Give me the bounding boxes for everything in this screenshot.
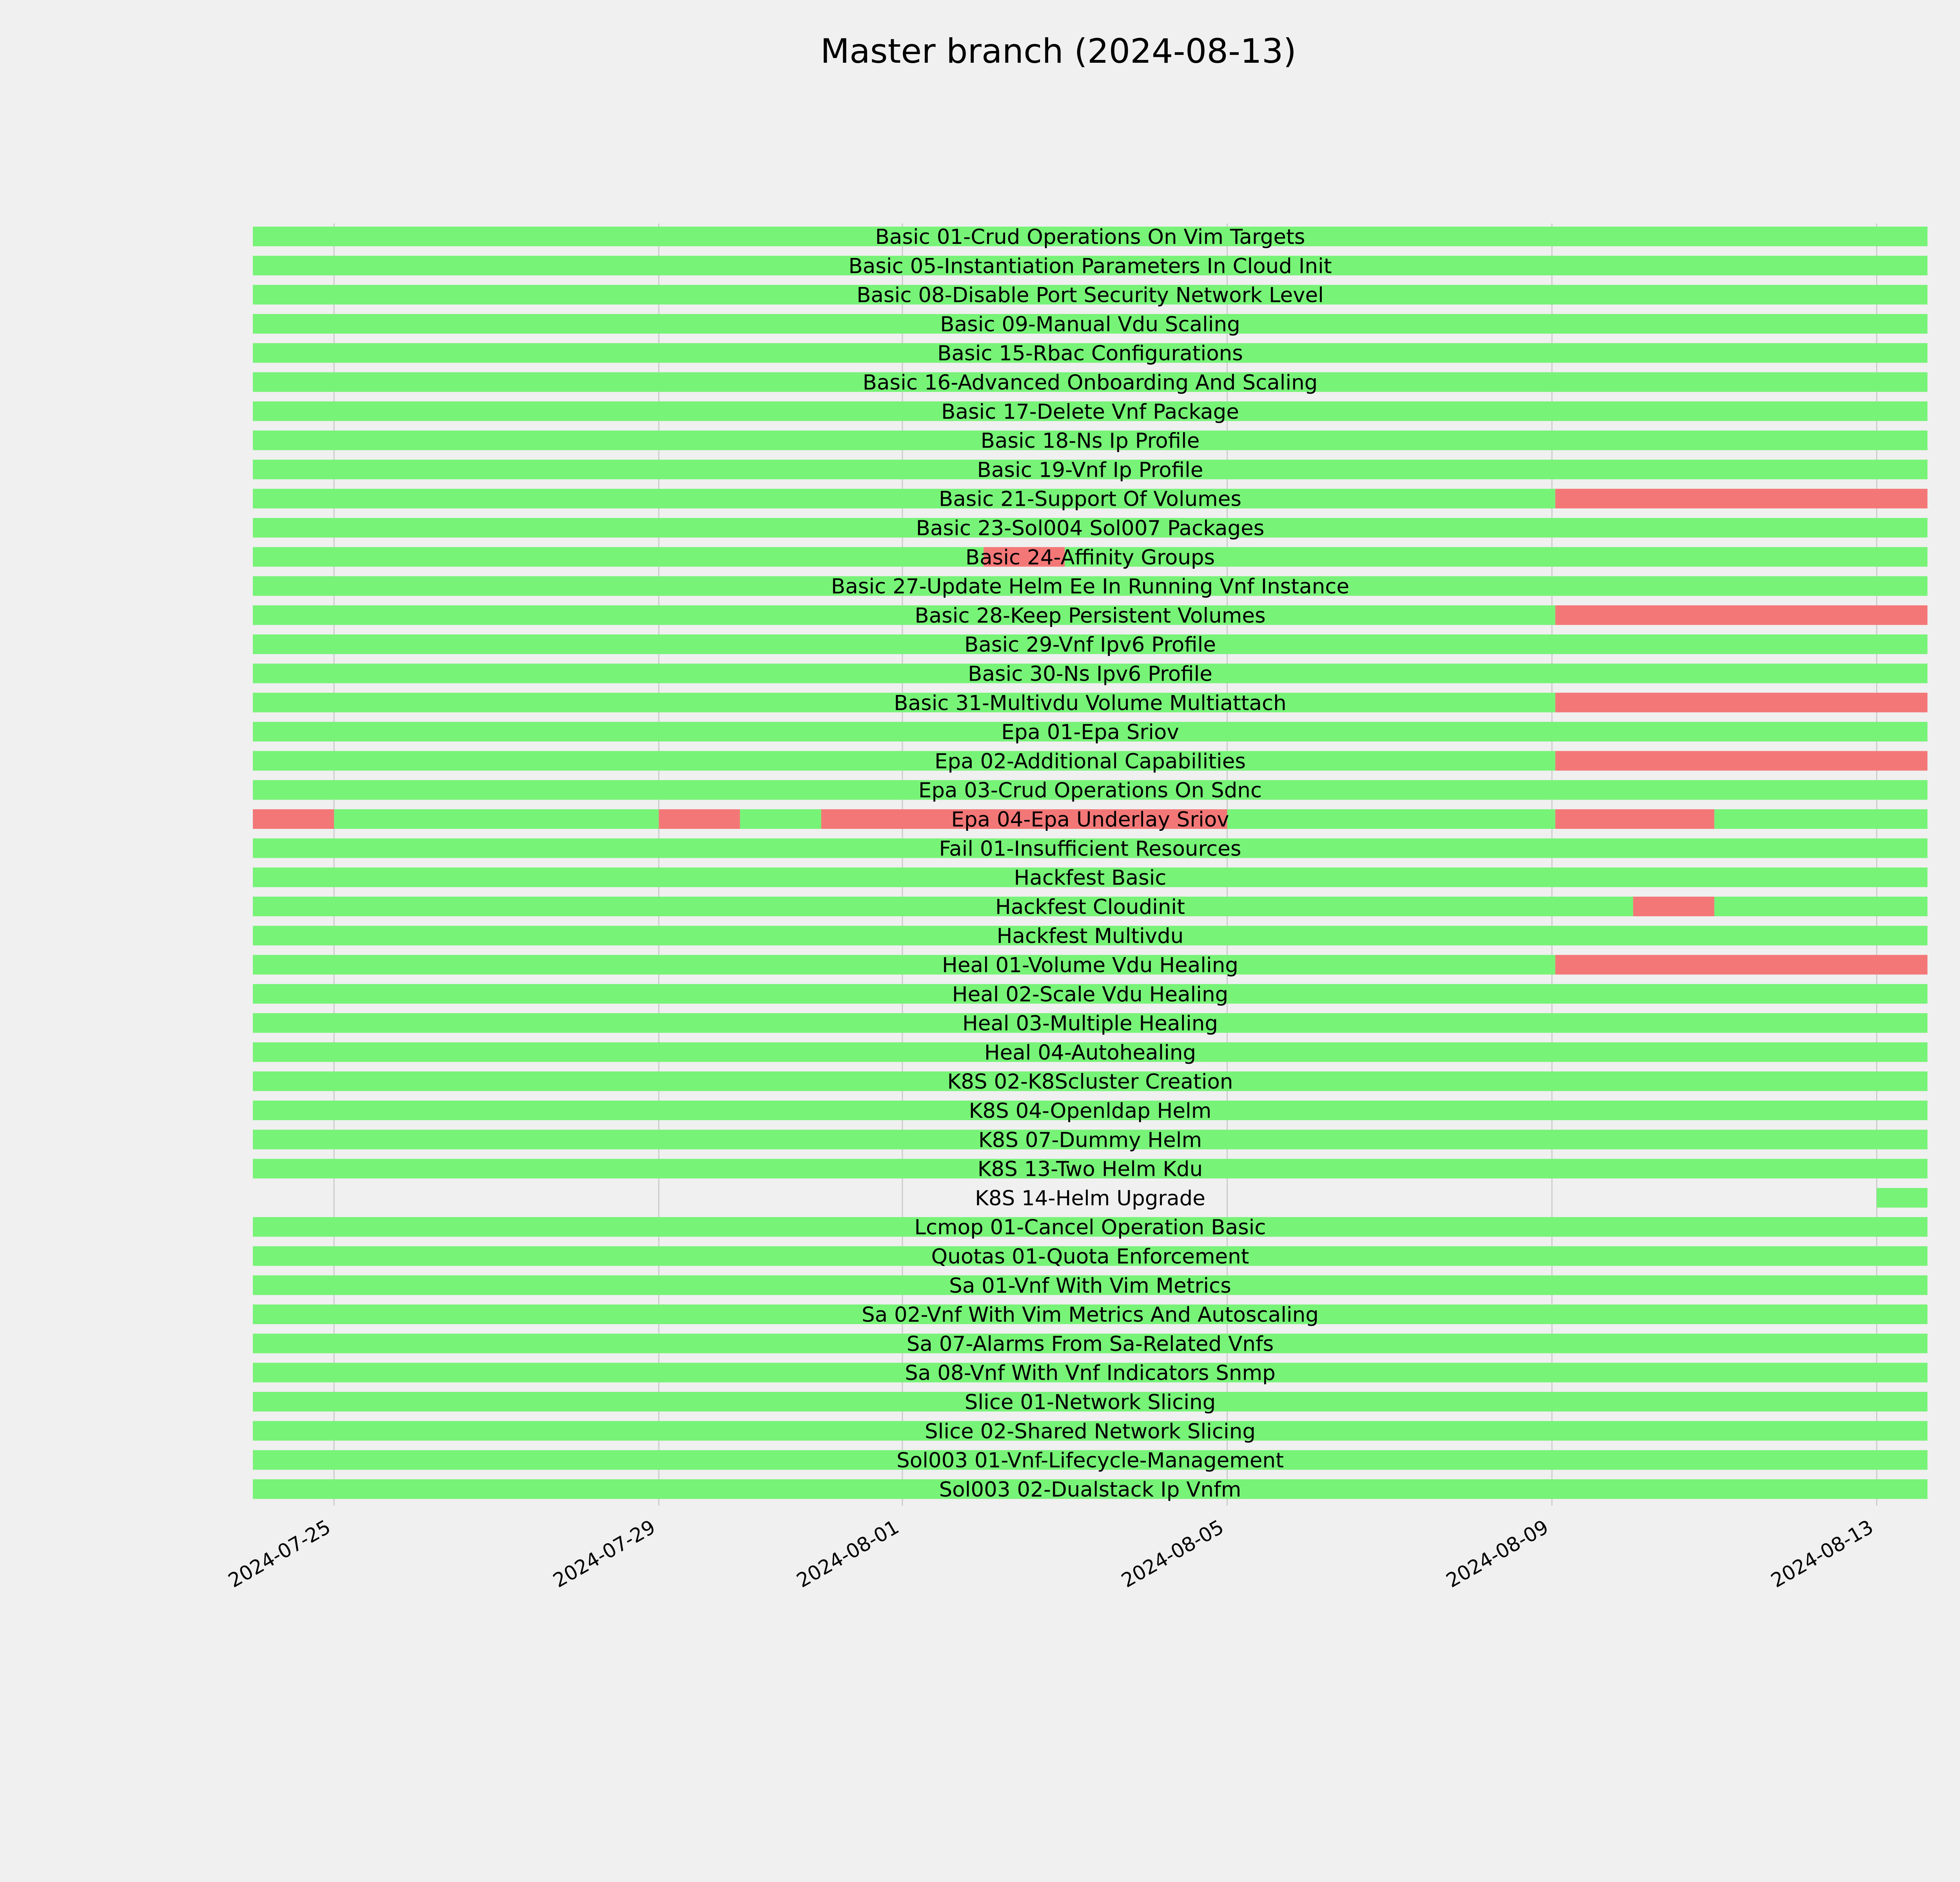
- pass-segment: [253, 489, 1555, 509]
- fail-segment: [253, 809, 334, 829]
- row-label: K8S 04-Openldap Helm: [969, 1099, 1212, 1123]
- row-label: Heal 01-Volume Vdu Healing: [942, 953, 1238, 977]
- x-tick-label: 2024-08-01: [793, 1515, 903, 1592]
- row-label: Basic 18-Ns Ip Profile: [980, 429, 1200, 453]
- row-label: Slice 01-Network Slicing: [964, 1390, 1216, 1414]
- row-label: Basic 08-Disable Port Security Network Level: [857, 283, 1324, 307]
- row-label: Basic 01-Crud Operations On Vim Targets: [875, 225, 1305, 249]
- row-label: Quotas 01-Quota Enforcement: [931, 1244, 1249, 1269]
- x-tick-label: 2024-07-29: [549, 1515, 659, 1592]
- row-label: K8S 14-Helm Upgrade: [975, 1186, 1205, 1210]
- x-tick-label: 2024-08-05: [1117, 1515, 1228, 1592]
- pass-segment: [253, 605, 1555, 625]
- row-label: Basic 24-Affinity Groups: [965, 545, 1215, 570]
- row-label: Basic 17-Delete Vnf Package: [941, 400, 1239, 424]
- row-label: Basic 29-Vnf Ipv6 Profile: [964, 633, 1216, 657]
- fail-segment: [1555, 693, 1927, 712]
- pass-segment: [253, 547, 984, 567]
- row-label: Basic 23-Sol004 Sol007 Packages: [916, 516, 1265, 540]
- fail-segment: [1555, 809, 1715, 829]
- row-label: Basic 31-Multivdu Volume Multiattach: [894, 691, 1287, 715]
- row-label: Fail 01-Insufficient Resources: [939, 837, 1241, 861]
- pass-segment: [740, 809, 821, 829]
- pass-segment: [253, 897, 1633, 916]
- pass-segment: [1714, 897, 1927, 916]
- row-label: Epa 02-Additional Capabilities: [935, 749, 1246, 774]
- pass-segment: [334, 809, 659, 829]
- row-label: K8S 02-K8Scluster Creation: [947, 1070, 1233, 1094]
- row-label: Heal 03-Multiple Healing: [962, 1012, 1218, 1036]
- chart-title: Master branch (2024-08-13): [820, 32, 1297, 71]
- fail-segment: [1633, 897, 1714, 916]
- x-tick-label: 2024-07-25: [224, 1515, 335, 1592]
- row-label: Heal 04-Autohealing: [984, 1041, 1196, 1065]
- fail-segment: [659, 809, 740, 829]
- row-label: Hackfest Multivdu: [996, 924, 1184, 948]
- row-label: Sa 07-Alarms From Sa-Related Vnfs: [906, 1332, 1274, 1356]
- fail-segment: [1555, 955, 1927, 975]
- fail-segment: [1555, 605, 1927, 625]
- row-label: Epa 04-Epa Underlay Sriov: [951, 808, 1229, 832]
- row-label: Hackfest Cloudinit: [995, 895, 1185, 919]
- row-label: K8S 13-Two Helm Kdu: [977, 1157, 1203, 1181]
- row-label: Basic 19-Vnf Ip Profile: [977, 458, 1203, 482]
- row-label: Sa 02-Vnf With Vim Metrics And Autoscaling: [862, 1303, 1319, 1327]
- x-tick-label: 2024-08-13: [1767, 1515, 1877, 1592]
- row-label: Sa 01-Vnf With Vim Metrics: [949, 1273, 1231, 1298]
- row-label: Lcmop 01-Cancel Operation Basic: [914, 1215, 1266, 1240]
- row-label: Basic 05-Instantiation Parameters In Cloud Init: [848, 254, 1332, 278]
- row-label: Basic 28-Keep Persistent Volumes: [915, 603, 1266, 628]
- row-label: K8S 07-Dummy Helm: [978, 1128, 1202, 1152]
- row-label: Epa 01-Epa Sriov: [1001, 720, 1179, 745]
- fail-segment: [1555, 751, 1927, 770]
- x-tick-label: 2024-08-09: [1442, 1515, 1553, 1592]
- row-label: Sol003 02-Dualstack Ip Vnfm: [939, 1477, 1241, 1502]
- row-label: Basic 09-Manual Vdu Scaling: [940, 312, 1240, 336]
- row-label: Sol003 01-Vnf-Lifecycle-Management: [897, 1448, 1284, 1473]
- row-label: Epa 03-Crud Operations On Sdnc: [918, 778, 1262, 803]
- row-label: Hackfest Basic: [1014, 866, 1167, 890]
- row-label: Slice 02-Shared Network Slicing: [924, 1419, 1256, 1444]
- pass-segment: [253, 751, 1555, 770]
- pass-segment: [1714, 809, 1927, 829]
- pass-segment: [1877, 1188, 1927, 1208]
- row-label: Basic 21-Support Of Volumes: [938, 487, 1242, 511]
- pass-segment: [1227, 809, 1555, 829]
- row-label: Basic 30-Ns Ipv6 Profile: [968, 662, 1212, 686]
- fail-segment: [1555, 489, 1927, 509]
- row-label: Basic 16-Advanced Onboarding And Scaling: [862, 371, 1318, 395]
- row-label: Sa 08-Vnf With Vnf Indicators Snmp: [905, 1361, 1276, 1385]
- pass-segment: [253, 955, 1555, 975]
- row-label: Basic 27-Update Helm Ee In Running Vnf Instance: [831, 574, 1349, 599]
- row-label: Heal 02-Scale Vdu Healing: [952, 982, 1229, 1006]
- row-label: Basic 15-Rbac Configurations: [937, 342, 1243, 366]
